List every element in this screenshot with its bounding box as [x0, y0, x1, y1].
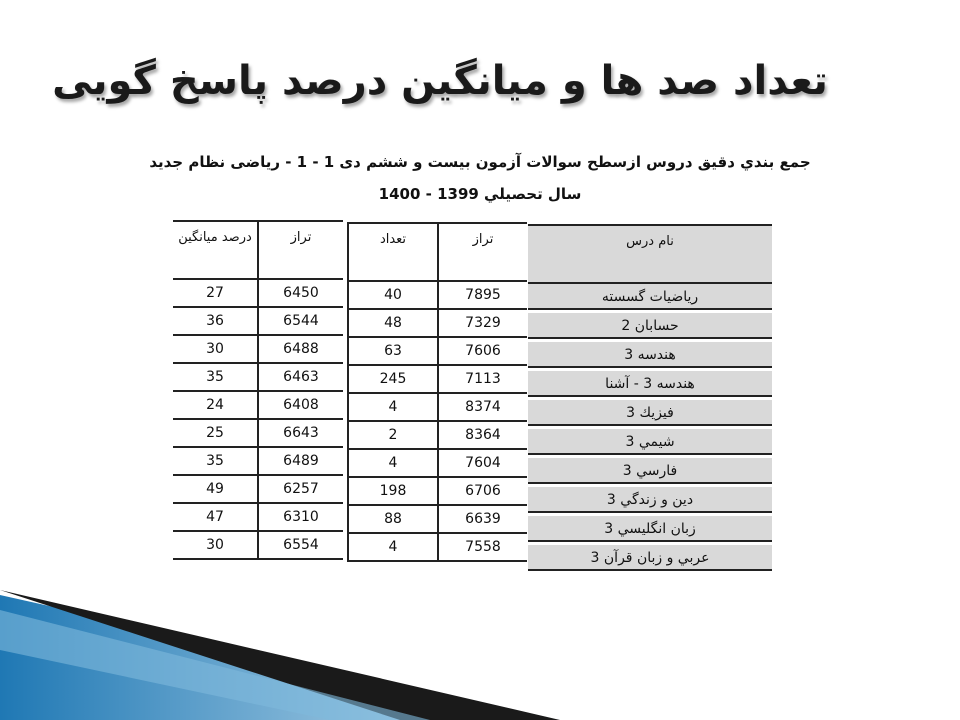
- score-cell: 7895: [438, 281, 527, 309]
- table-row: [528, 283, 772, 312]
- score-cell: 6544: [258, 307, 343, 335]
- table-row: [348, 309, 527, 337]
- table-row: [528, 486, 772, 515]
- percent-cell: 49: [173, 475, 258, 503]
- table-row: [348, 393, 527, 421]
- table-row: [528, 457, 772, 486]
- count-cell: 40: [348, 281, 438, 309]
- count-header: تعداد: [348, 223, 438, 281]
- table-row: [173, 503, 343, 531]
- percent-cell: 25: [173, 419, 258, 447]
- subject-table: [528, 224, 772, 574]
- percent-cell: 35: [173, 447, 258, 475]
- score-cell: 7329: [438, 309, 527, 337]
- subject-name-cell: فارسي 3: [528, 457, 772, 486]
- percent-score-table: [173, 220, 343, 560]
- table-row: [348, 281, 527, 309]
- table-row: [528, 341, 772, 370]
- percent-cell: 30: [173, 531, 258, 559]
- count-cell: 63: [348, 337, 438, 365]
- subject-name-cell: عربي و زبان قرآن 3: [528, 544, 772, 573]
- subject-name-header: نام درس: [528, 225, 772, 283]
- count-cell: 4: [348, 393, 438, 421]
- count-cell: 4: [348, 449, 438, 477]
- subtitle-line-1: جمع بندي دقيق دروس ازسطح سوالات آزمون بيست و ششم دی 1 - 1 - رياضی نظام جديد: [149, 153, 811, 171]
- percent-cell: 27: [173, 279, 258, 307]
- subtitle-line-2: سال تحصيلي 1399 - 1400: [378, 185, 582, 203]
- percent-cell: 36: [173, 307, 258, 335]
- score-cell: 7604: [438, 449, 527, 477]
- score-cell: 6408: [258, 391, 343, 419]
- table-row: [173, 531, 343, 559]
- table-row: [173, 279, 343, 307]
- subject-name-cell: فيزيك 3: [528, 399, 772, 428]
- score-cell: 8364: [438, 421, 527, 449]
- page-title: تعداد صد ها و میانگین درصد پاسخ گویی: [52, 58, 828, 104]
- subject-name-cell: هندسه 3 - آشنا: [528, 370, 772, 399]
- score-cell: 6257: [258, 475, 343, 503]
- table-row: [173, 447, 343, 475]
- score-cell: 6310: [258, 503, 343, 531]
- table-row: [528, 312, 772, 341]
- subject-name-cell: شيمي 3: [528, 428, 772, 457]
- score-cell: 7113: [438, 365, 527, 393]
- count-cell: 4: [348, 533, 438, 561]
- subject-name-cell: هندسه 3: [528, 341, 772, 370]
- table-row: [348, 477, 527, 505]
- subtitle: [30, 146, 930, 210]
- score-cell: 8374: [438, 393, 527, 421]
- score-cell: 6643: [258, 419, 343, 447]
- count-cell: 48: [348, 309, 438, 337]
- count-cell: 88: [348, 505, 438, 533]
- score-cell: 6488: [258, 335, 343, 363]
- table-row: [173, 363, 343, 391]
- table-row: [348, 505, 527, 533]
- table-row: [173, 391, 343, 419]
- decorative-swoosh: [0, 590, 960, 720]
- count-cell: 2: [348, 421, 438, 449]
- score-cell: 7606: [438, 337, 527, 365]
- score-header: تراز: [258, 221, 343, 279]
- table-row: [173, 419, 343, 447]
- score-cell: 6489: [258, 447, 343, 475]
- percent-cell: 30: [173, 335, 258, 363]
- table-row: [528, 399, 772, 428]
- table-row: [528, 544, 772, 573]
- subject-name-cell: زبان انگليسي 3: [528, 515, 772, 544]
- subject-name-cell: رياضيات گسسته: [528, 283, 772, 312]
- table-header-row: [173, 221, 343, 279]
- table-row: [348, 449, 527, 477]
- table-row: [348, 365, 527, 393]
- subject-name-cell: حسابان 2: [528, 312, 772, 341]
- score-cell: 6450: [258, 279, 343, 307]
- table-row: [528, 428, 772, 457]
- score-cell: 6639: [438, 505, 527, 533]
- percent-cell: 24: [173, 391, 258, 419]
- score-header: تراز: [438, 223, 527, 281]
- percent-cell: 47: [173, 503, 258, 531]
- table-row: [173, 335, 343, 363]
- subject-name-cell: دين و زندگي 3: [528, 486, 772, 515]
- table-row: [348, 337, 527, 365]
- table-row: [528, 515, 772, 544]
- table-row: [528, 370, 772, 399]
- count-cell: 245: [348, 365, 438, 393]
- count-cell: 198: [348, 477, 438, 505]
- table-row: [173, 475, 343, 503]
- score-cell: 6554: [258, 531, 343, 559]
- table-header-row: [528, 225, 772, 283]
- table-header-row: [348, 223, 527, 281]
- table-row: [348, 421, 527, 449]
- percent-cell: 35: [173, 363, 258, 391]
- score-cell: 6706: [438, 477, 527, 505]
- percent-header: درصد میانگین: [173, 221, 258, 279]
- table-row: [173, 307, 343, 335]
- score-cell: 7558: [438, 533, 527, 561]
- score-cell: 6463: [258, 363, 343, 391]
- table-row: [348, 533, 527, 561]
- count-score-table: [347, 222, 527, 562]
